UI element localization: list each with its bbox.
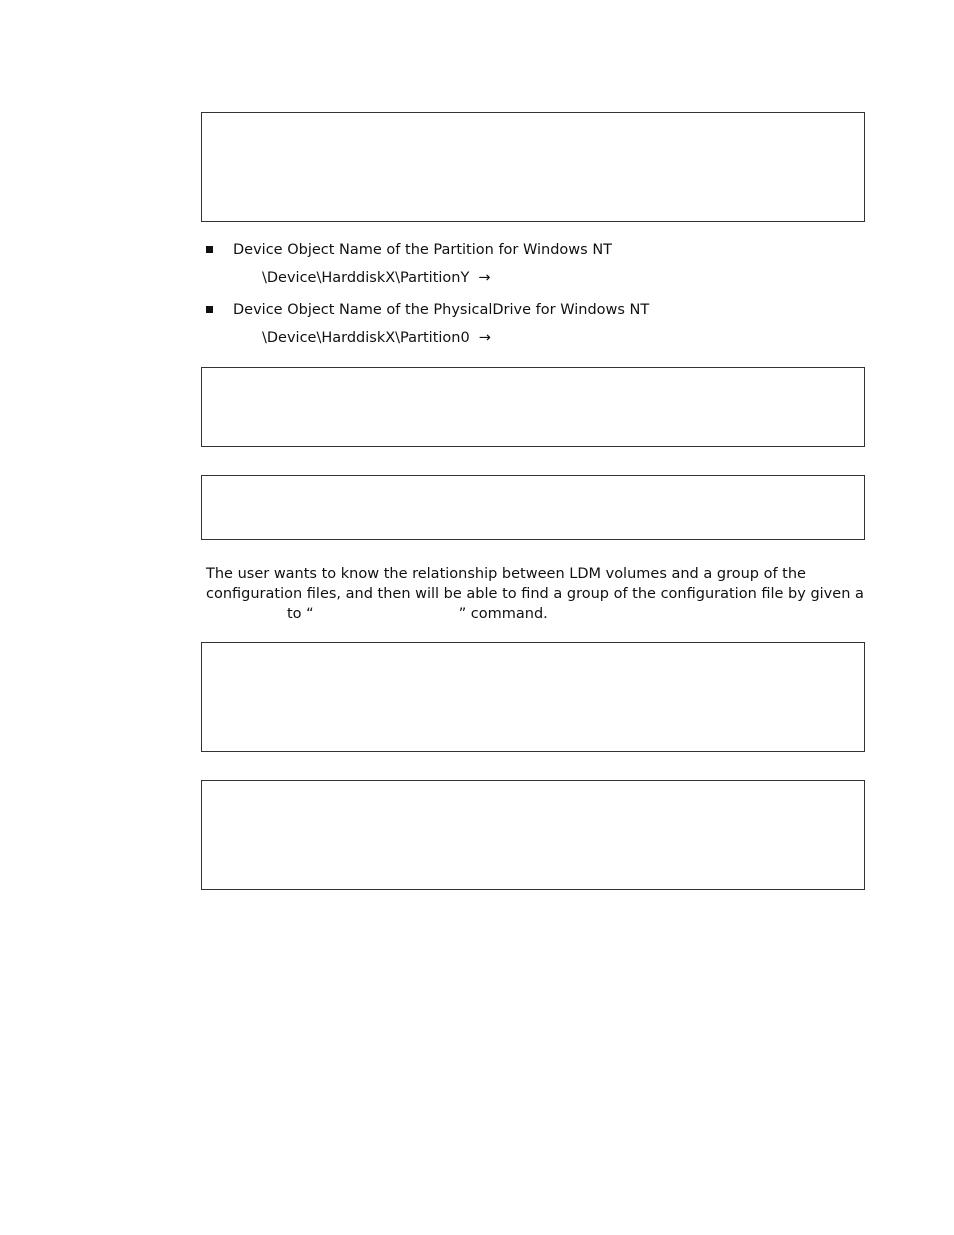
bullet-item-partition	[206, 240, 612, 260]
empty-frame-2	[201, 367, 865, 447]
square-bullet-icon	[206, 306, 213, 313]
square-bullet-icon	[206, 246, 213, 253]
bullet-label: Device Object Name of the PhysicalDrive for Windows NT	[233, 302, 650, 318]
empty-frame-4	[201, 642, 865, 752]
empty-frame-5	[201, 780, 865, 890]
paragraph-line-1: The user wants to know the relationship between LDM volumes and a group of the	[206, 566, 806, 582]
right-arrow-icon: →	[478, 270, 491, 286]
device-path-physicaldrive	[262, 328, 491, 348]
device-path-partition	[262, 268, 491, 288]
empty-frame-1	[201, 112, 865, 222]
paragraph-line-2: configuration files, and then will be able to find a group of the configuration file by given a	[206, 586, 864, 602]
paragraph-line-3-end: ” command.	[458, 606, 548, 622]
bullet-label: Device Object Name of the Partition for Windows NT	[233, 242, 613, 258]
device-path-text: \Device\HarddiskX\PartitionY	[262, 270, 470, 286]
device-path-text: \Device\HarddiskX\Partition0	[262, 330, 470, 346]
empty-frame-3	[201, 475, 865, 540]
right-arrow-icon: →	[478, 330, 491, 346]
bullet-item-physicaldrive	[206, 300, 649, 320]
paragraph-line-3	[206, 604, 866, 624]
paragraph-line-3-start: to “	[287, 606, 314, 622]
